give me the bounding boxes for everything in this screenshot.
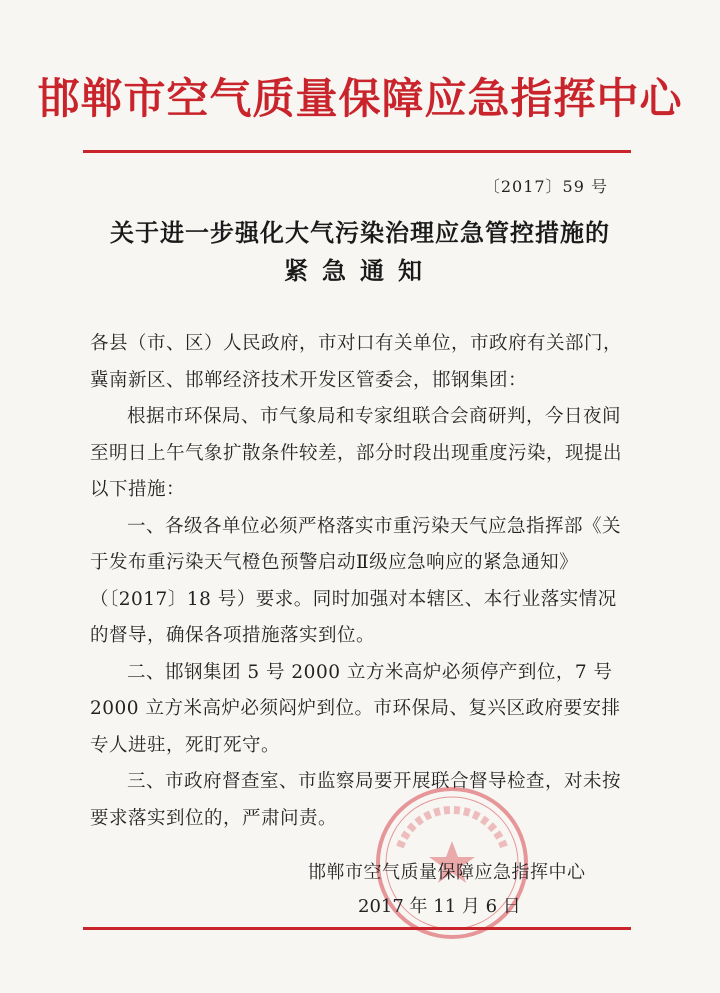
measure-item-3: 三、市政府督查室、市监察局要开展联合督导检查，对未按要求落实到位的，严肃问责。 bbox=[90, 771, 622, 829]
header-red-rule bbox=[83, 150, 631, 153]
issuer-masthead: 邯郸市空气质量保障应急指挥中心 bbox=[37, 74, 683, 123]
signature-issuer: 邯郸市空气质量保障应急指挥中心 bbox=[308, 862, 586, 883]
footer-red-rule bbox=[83, 927, 631, 930]
notice-title-line1: 关于进一步强化大气污染治理应急管控措施的 bbox=[110, 219, 610, 247]
salutation: 各县（市、区）人民政府，市对口有关单位，市政府有关部门，冀南新区、邯郸经济技术开发区管委会，邯钢集团： bbox=[90, 333, 623, 391]
issue-date: 2017 年 11 月 6 日 bbox=[358, 896, 521, 917]
document-number: 〔2017〕59 号 bbox=[483, 177, 608, 196]
notice-title-line2: 紧急通知 bbox=[284, 257, 436, 285]
measure-item-2: 二、邯钢集团 5 号 2000 立方米高炉必须停产到位，7 号 2000 立方米高炉必须闷炉到位。市环保局、复兴区政府要安排专人进驻，死盯死守。 bbox=[90, 661, 621, 756]
notice-body bbox=[90, 326, 630, 837]
measure-item-1: 一、各级各单位必须严格落实市重污染天气应急指挥部《关于发布重污染天气橙色预警启动Ⅱ级应急响应的紧急通知》（〔2017〕18 号）要求。同时加强对本辖区、本行业落实情况的督导，确保各项措施落实到位。 bbox=[90, 515, 622, 646]
intro-paragraph: 根据市环保局、市气象局和专家组联合会商研判，今日夜间至明日上午气象扩散条件较差，部分时段出现重度污染，现提出以下措施： bbox=[90, 406, 623, 500]
